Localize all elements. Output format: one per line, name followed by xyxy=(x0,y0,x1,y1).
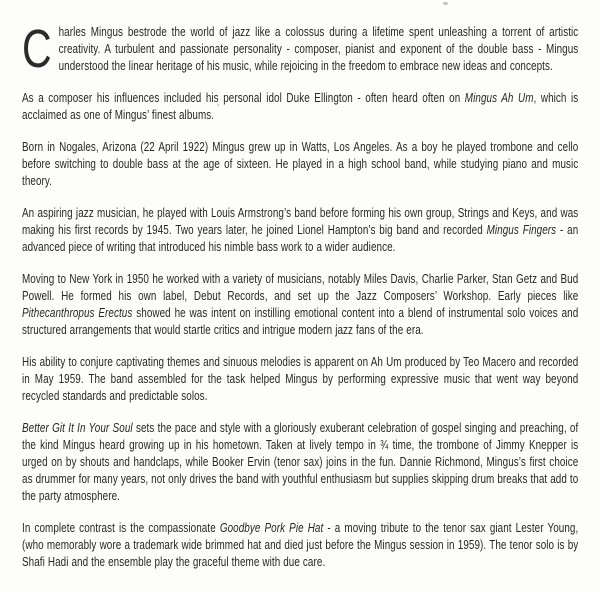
text-run: Born in Nogales, Arizona (22 April 1922) Mingus grew up in Watts, Los Angeles. As a boy he played trombone and cello before switching to double bass at the age of sixteen. He played in a high school band, while studying piano and music theory. xyxy=(22,139,579,188)
italic-title-text: Pithecanthropus Erectus xyxy=(22,305,133,320)
text-run: harles Mingus bestrode the world of jazz like a colossus during a lifetime spent unleashing a torrent of artistic creativity. A turbulent and passionate personality - composer, pianist and exponent of the double bass - Mingus understood the linear heritage of his music, while rejoicing in the freedom to embrace new ideas and concepts. xyxy=(58,24,579,73)
paragraph xyxy=(22,19,579,79)
text-run: - a moving tribute to the tenor sax giant Lester Young, (who memorably wore a trademark wide brimmed hat and died just before the Mingus session in 1959). The tenor solo is by Shafi Hadi and the ensemble play the graceful theme with due care. xyxy=(22,520,579,569)
text-run: As a composer his influences included his personal idol Duke Ellington - often heard often on xyxy=(22,90,465,105)
text-run: sets the pace and style with a gloriously exuberant celebration of gospel singing and preaching, of the kind Mingus heard growing up in his hometown. Taken at lively tempo in ¾ time, the trombone of Jimmy Knepper is urged on by shouts and handclaps, while Booker Ervin (tenor sax) joins in the fun. Dannie Richmond, Mingus’s first choice as drummer for many years, not only drives the band with youthful enthusiasm but supplies skipping drum breaks that add to the party atmosphere. xyxy=(22,420,579,503)
album-liner-notes-text xyxy=(22,19,579,570)
drop-cap: C xyxy=(22,19,52,79)
paragraph xyxy=(22,204,578,255)
italic-title-text: Mingus Ah Um xyxy=(464,90,534,105)
text-run: His ability to conjure captivating themes and sinuous melodies is apparent on Ah Um produced by Teo Macero and recorded in May 1959. The band assembled for the task helped Mingus by performing expressive music that went way beyond recycled standards and predictable solos. xyxy=(22,354,579,403)
italic-title-text: Mingus Fingers xyxy=(486,222,557,237)
scan-artifact xyxy=(443,2,448,5)
paragraph xyxy=(22,89,578,123)
italic-title-text: Better Git It In Your Soul xyxy=(22,420,133,435)
text-run: , which is acclaimed as one of Mingus’ finest albums. xyxy=(22,90,579,122)
text-run: showed he was intent on instilling emotional content into a blend of instrumental solo voices and structured arrangements that would startle critics and intrigue modern jazz fans of the era. xyxy=(22,305,579,337)
paragraph xyxy=(22,519,578,570)
italic-title-text: Goodbye Pork Pie Hat xyxy=(219,520,324,535)
text-run: Moving to New York in 1950 he worked with a variety of musicians, notably Miles Davis, Charlie Parker, Stan Getz and Bud Powell. He formed his own label, Debut Records, and set up the Jazz Composers’ Workshop. Early pieces like xyxy=(22,271,579,303)
text-run: - an advanced piece of writing that introduced his nimble bass work to a wider audience. xyxy=(22,222,579,254)
paragraph xyxy=(22,270,578,338)
paragraph xyxy=(22,138,578,189)
paragraph xyxy=(22,353,578,404)
text-run: An aspiring jazz musician, he played with Louis Armstrong’s band before forming his own group, Strings and Keys, and was making his first records by 1945. Two years later, he joined Lionel Hampton’s big band and recorded xyxy=(22,205,579,237)
paragraph xyxy=(22,419,578,504)
text-run: In complete contrast is the compassionate xyxy=(22,520,220,535)
